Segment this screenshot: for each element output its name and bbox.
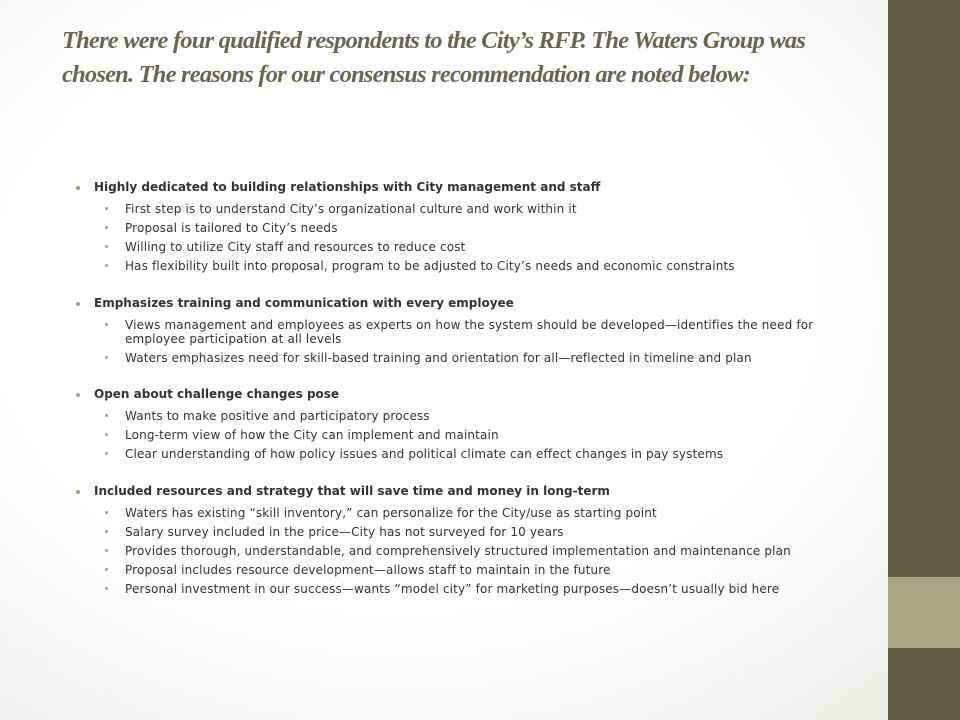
sub-bullet-text: Clear understanding of how policy issues and political climate can effect changes in pay systems <box>125 447 724 461</box>
section-relationships <box>76 178 846 273</box>
main-bullet <box>76 178 846 197</box>
bullet-dot-icon <box>76 393 80 397</box>
bullet-dot-icon <box>105 245 108 248</box>
section-training <box>76 294 846 365</box>
sub-bullet-list <box>76 506 846 596</box>
sub-bullet <box>76 525 846 539</box>
bullet-dot-icon <box>105 568 108 571</box>
main-bullet-text: Highly dedicated to building relationships with City management and staff <box>94 180 601 194</box>
sub-bullet <box>76 240 846 254</box>
bullet-content <box>76 178 846 616</box>
sub-bullet <box>76 318 846 346</box>
slide-title: There were four qualified respondents to the City’s RFP. The Waters Group was chosen. The reasons for our consensus recommendation are noted below: <box>62 27 806 88</box>
sub-bullet-list <box>76 202 846 273</box>
sub-bullet <box>76 259 846 273</box>
sub-bullet <box>76 409 846 423</box>
sub-bullet-text: Long-term view of how the City can implement and maintain <box>125 428 499 442</box>
side-bar-top <box>888 0 960 577</box>
sub-bullet <box>76 447 846 461</box>
main-bullet <box>76 482 846 501</box>
bullet-dot-icon <box>105 549 108 552</box>
sub-bullet-list <box>76 409 846 461</box>
sub-bullet-text: Waters emphasizes need for skill-based training and orientation for all—reflected in timeline and plan <box>125 350 752 365</box>
sub-bullet <box>76 221 846 235</box>
sub-bullet-text: Provides thorough, understandable, and comprehensively structured implementation and maintenance plan <box>125 543 791 558</box>
sub-bullet-text: Views management and employees as experts on how the system should be developed—identifies the need for employee participation at all levels <box>125 317 814 346</box>
bullet-dot-icon <box>105 356 108 359</box>
section-resources <box>76 482 846 596</box>
main-bullet-text: Included resources and strategy that will save time and money in long-term <box>94 483 610 498</box>
sub-bullet <box>76 351 846 365</box>
bullet-dot-icon <box>105 511 108 514</box>
bullet-dot-icon <box>105 452 108 455</box>
sub-bullet-text: Proposal includes resource development—allows staff to maintain in the future <box>125 562 611 577</box>
side-bar-accent <box>888 577 960 648</box>
sub-bullet <box>76 202 846 216</box>
bullet-dot-icon <box>76 186 80 190</box>
bullet-dot-icon <box>105 323 108 326</box>
main-bullet <box>76 294 846 313</box>
main-bullet-text: Emphasizes training and communication with every employee <box>94 295 514 310</box>
sub-bullet-text: Waters has existing “skill inventory,” can personalize for the City/use as starting point <box>125 505 657 520</box>
sub-bullet-text: Proposal is tailored to City’s needs <box>125 221 338 235</box>
sub-bullet <box>76 428 846 442</box>
bullet-dot-icon <box>76 490 80 494</box>
sub-bullet <box>76 544 846 558</box>
sub-bullet-text: Willing to utilize City staff and resources to reduce cost <box>125 240 466 254</box>
bullet-dot-icon <box>105 530 108 533</box>
bullet-dot-icon <box>105 414 108 417</box>
bullet-dot-icon <box>105 264 108 267</box>
main-bullet <box>76 385 846 404</box>
section-challenges <box>76 385 846 461</box>
main-bullet-text: Open about challenge changes pose <box>94 387 340 401</box>
bullet-dot-icon <box>76 302 80 306</box>
sub-bullet-text: Personal investment in our success—wants “model city” for marketing purposes—doesn’t usually bid here <box>125 581 780 596</box>
sub-bullet-text: Has flexibility built into proposal, program to be adjusted to City’s needs and economic constraints <box>125 259 735 273</box>
sub-bullet-text: First step is to understand City’s organizational culture and work within it <box>125 202 577 216</box>
sub-bullet <box>76 582 846 596</box>
sub-bullet-text: Salary survey included in the price—City has not surveyed for 10 years <box>125 524 564 539</box>
bullet-dot-icon <box>105 433 108 436</box>
sub-bullet <box>76 506 846 520</box>
bullet-dot-icon <box>105 207 108 210</box>
side-bar-bottom <box>888 648 960 720</box>
bullet-dot-icon <box>105 587 108 590</box>
sub-bullet <box>76 563 846 577</box>
bullet-dot-icon <box>105 226 108 229</box>
sub-bullet-list <box>76 318 846 365</box>
sub-bullet-text: Wants to make positive and participatory process <box>125 409 430 423</box>
